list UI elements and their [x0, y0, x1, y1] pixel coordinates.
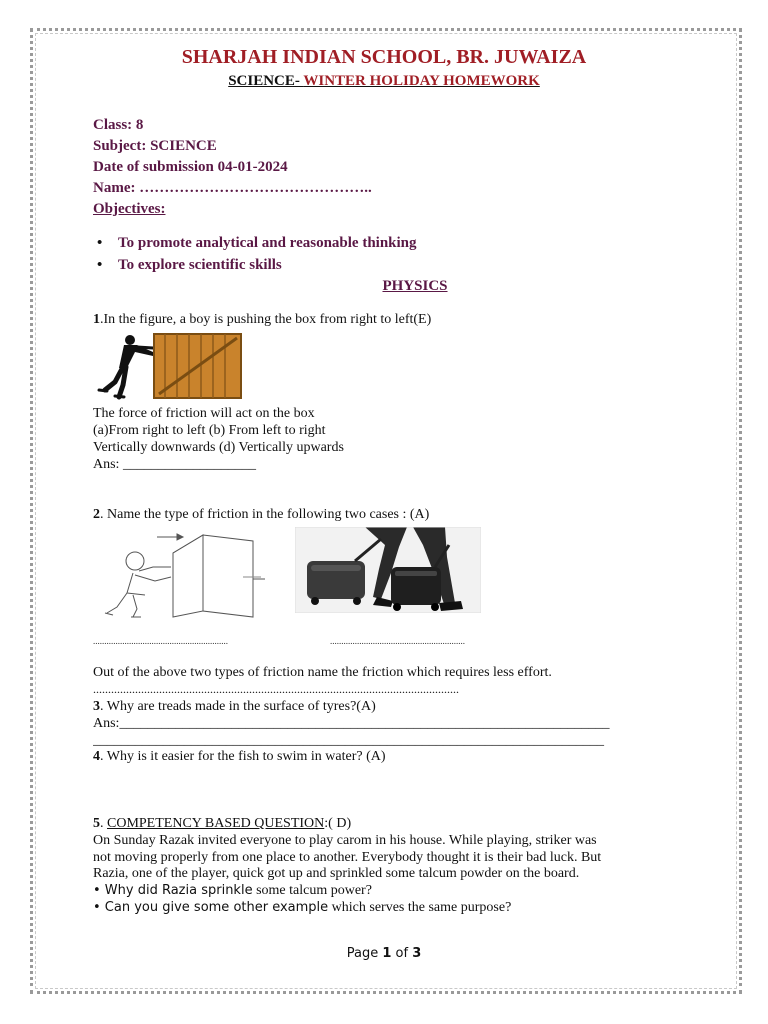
question-text: . Why is it easier for the fish to swim in water? (A) [100, 749, 386, 764]
question-5-sub-question [93, 882, 372, 899]
homework-subtitle [0, 73, 768, 90]
question-2 [93, 506, 429, 523]
question-3-answer-line: _________________________________________________________________________ [93, 733, 604, 748]
question-5-paragraph-line: On Sunday Razak invited everyone to play carom in his house. While playing, striker was [93, 833, 597, 848]
sub-question-part: • Can you give some other example [93, 900, 329, 915]
name-line: Name: ……………………………………….. [93, 180, 372, 196]
question-1-stem: The force of friction will act on the box [93, 406, 315, 421]
question-1-options-row: (a)From right to left (b) From left to right [93, 423, 326, 438]
sub-question-part: which serves the same purpose? [328, 900, 512, 915]
question-3 [93, 698, 376, 715]
question-tag: :( D) [324, 816, 352, 831]
question-1-answer-blank: Ans: ___________________ [93, 457, 256, 472]
question-number: 1 [93, 312, 100, 327]
school-title: SHARJAH INDIAN SCHOOL, BR. JUWAIZA [181, 46, 587, 68]
boy-silhouette [99, 335, 153, 397]
question-text: . Why are treads made in the surface of tyres?(A) [100, 699, 376, 714]
section-heading-physics: PHYSICS [382, 278, 448, 294]
page-of: of [391, 946, 413, 961]
question-text: .In the figure, a boy is pushing the box from right to left(E) [100, 312, 432, 327]
question-5-paragraph-line: Razia, one of the player, quick got up and sprinkled some talcum powder on the board. [93, 866, 580, 881]
class-line: Class: 8 [93, 117, 144, 133]
question-2-follow-up: Out of the above two types of friction name the friction which requires less effort. [93, 665, 552, 680]
subtitle-main: WINTER HOLIDAY HOMEWORK [303, 73, 540, 89]
question-label: COMPETENCY BASED QUESTION [107, 816, 325, 831]
rolling-luggage-photo [295, 527, 481, 613]
question-text: . Name the type of friction in the following two cases : (A) [100, 507, 430, 522]
page-current: 1 [382, 946, 392, 961]
page-word: Page [346, 946, 383, 961]
question-number: 2 [93, 507, 100, 522]
answer-blank-right: ............................................................ [330, 636, 465, 646]
question-3-answer-line: Ans:______________________________________________________________________ [93, 716, 610, 731]
wooden-crate [154, 334, 241, 398]
question-5: 5. COMPETENCY BASED QUESTION:( D) [93, 816, 352, 831]
sub-question-part: some talcum power? [252, 883, 372, 898]
objectives-heading: Objectives: [93, 201, 166, 217]
boy-pushing-block-sketch [93, 527, 271, 623]
subtitle-prefix: SCIENCE- [228, 73, 304, 89]
sub-question-part: • Why did Razia sprinkle [93, 883, 253, 898]
question-number: 5 [93, 816, 100, 831]
objective-item: • To explore scientific skills [118, 257, 282, 274]
question-4 [93, 748, 386, 765]
page-number [0, 946, 768, 961]
question-2-follow-up-blank: .......................................................................................................................... [93, 682, 459, 696]
answer-blank-left: ............................................................ [93, 636, 228, 646]
question-1-options-row: Vertically downwards (d) Vertically upwards [93, 440, 344, 455]
question-5-paragraph-line: not moving properly from one place to another. Everybody thought it is their bad luck. But [93, 850, 602, 865]
page-total: 3 [412, 946, 422, 961]
boy-pushing-crate-figure [93, 330, 245, 402]
question-1 [93, 311, 431, 328]
question-5-sub-question [93, 899, 511, 916]
subject-line: Subject: SCIENCE [93, 138, 217, 154]
question-number: 4 [93, 749, 100, 764]
submission-date-line: Date of submission 04-01-2024 [93, 159, 288, 175]
question-number: 3 [93, 699, 100, 714]
objective-item: • To promote analytical and reasonable thinking [118, 235, 417, 252]
